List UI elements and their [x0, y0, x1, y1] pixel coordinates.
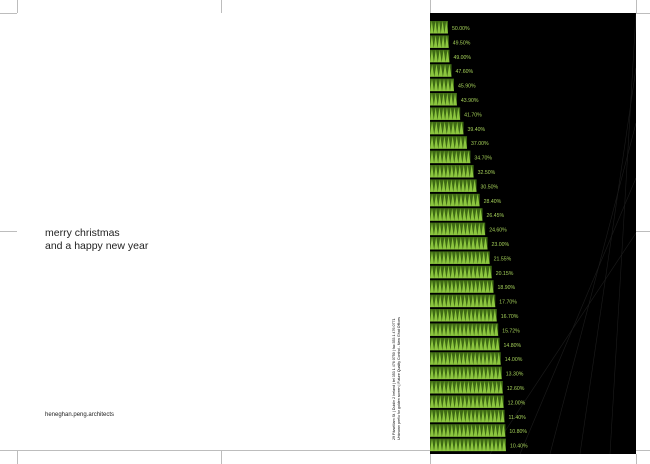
greeting-line-2: and a happy new year [45, 240, 149, 252]
tree-bar-label: 24.60% [489, 227, 507, 234]
tree-bar-1 [430, 35, 449, 48]
tree-bar-4 [430, 79, 454, 92]
tree-bar-label: 17.70% [499, 299, 517, 306]
guide-line [520, 178, 636, 454]
tree-needles [430, 323, 498, 336]
greeting-line-1: merry christmas [45, 227, 120, 239]
tree-bar-26 [430, 395, 504, 408]
crop-mark-right-mid [636, 231, 650, 232]
tree-needles [430, 338, 500, 351]
tree-bar-label: 21.55% [493, 256, 512, 263]
tree-bar-label: 14.00% [504, 357, 523, 364]
tree-bar-21 [430, 323, 498, 336]
tree-bar-6 [430, 107, 460, 120]
tree-bar-29 [430, 439, 506, 452]
tree-bar-5 [430, 93, 457, 106]
tree-bar-label: 39.40% [467, 126, 486, 133]
crop-mark-bottom-fold [430, 454, 431, 464]
tree-bar-3 [430, 64, 452, 77]
tree-bar-label: 16.70% [500, 314, 519, 320]
tree-bar-label: 13.30% [505, 371, 524, 378]
tree-bar-label: 49.50% [452, 40, 471, 47]
tree-bar-label: 18.90% [497, 285, 516, 292]
crop-mark-top-fold [430, 0, 431, 13]
crop-mark-bottom-mid [221, 450, 222, 464]
tree-bar-label: 43.90% [460, 98, 479, 104]
tree-bar-label: 28.40% [483, 198, 502, 205]
crop-mark-bottom-right [636, 454, 637, 464]
tree-bar-8 [430, 136, 467, 149]
tree-chart [430, 13, 636, 454]
tree-bar-23 [430, 352, 501, 365]
tree-bar-label: 50.00% [452, 26, 470, 32]
spine-line-2: Unknown prefix for golden screen | Future Quality Control - New Ghat Offices [397, 317, 401, 440]
tree-bar-label: 20.15% [495, 270, 514, 277]
tree-bar-label: 11.40% [508, 414, 526, 421]
tree-bar-label: 41.70% [464, 112, 482, 119]
tree-bar-label: 10.80% [509, 429, 528, 436]
crop-mark-top-left [17, 0, 18, 13]
tree-bar-9 [430, 151, 470, 164]
tree-bar-7 [430, 122, 464, 135]
tree-bar-10 [430, 165, 474, 178]
tree-bar-label: 34.70% [474, 155, 493, 162]
tree-bar-25 [430, 381, 503, 394]
crop-mark-left-top [0, 13, 17, 14]
crop-mark-right-top [636, 13, 650, 14]
tree-bar-17 [430, 266, 492, 279]
tree-chart-panel [430, 13, 636, 454]
spine-line-1: 29 Fitzwilliam St. | Dublin 2 Ireland | tel 353 1 476 0750 | fax 353 1 476 0771 [392, 318, 396, 440]
tree-bar-label: 45.90% [458, 83, 476, 90]
guide-line [580, 68, 636, 454]
guide-line [550, 123, 636, 454]
tree-bar-label: 12.60% [506, 386, 525, 392]
crop-mark-left-bottom [0, 450, 17, 451]
tree-bar-27 [430, 410, 505, 423]
tree-bar-20 [430, 309, 497, 322]
tree-bar-label: 14.80% [503, 342, 522, 349]
tree-bar-2 [430, 50, 449, 63]
spine-text [392, 317, 402, 440]
crop-mark-top-right [636, 0, 637, 13]
tree-bar-0 [430, 21, 448, 34]
tree-bar-11 [430, 179, 477, 192]
tree-bar-label: 30.50% [480, 184, 499, 191]
tree-bar-18 [430, 280, 494, 293]
guide-line [610, 13, 636, 454]
crop-mark-top-mid [221, 0, 222, 13]
crop-mark-right-bottom [636, 450, 650, 451]
tree-bar-label: 12.00% [507, 400, 526, 407]
tree-bar-24 [430, 367, 502, 380]
tree-needles [430, 309, 497, 322]
tree-bar-label: 32.50% [477, 170, 496, 176]
crop-line-bottom [17, 450, 430, 451]
tree-bar-19 [430, 295, 495, 308]
crop-mark-bottom-left [17, 450, 18, 464]
tree-bar-22 [430, 338, 500, 351]
tree-bar-label: 37.00% [471, 141, 489, 148]
tree-bar-label: 23.00% [491, 242, 510, 248]
tree-bar-14 [430, 223, 485, 236]
tree-bar-15 [430, 237, 488, 250]
tree-bar-28 [430, 424, 505, 437]
tree-bar-12 [430, 194, 480, 207]
tree-bar-13 [430, 208, 482, 221]
crop-mark-left-mid [0, 231, 17, 232]
tree-bar-label: 49.00% [453, 54, 472, 61]
tree-bar-label: 26.45% [486, 213, 505, 220]
greeting [45, 227, 148, 253]
tree-bar-16 [430, 251, 490, 264]
tree-bar-label: 47.60% [455, 69, 474, 76]
tree-bar-label: 15.72% [502, 328, 520, 335]
tree-bar-label: 10.40% [510, 443, 528, 450]
studio-name: heneghan.peng.architects [45, 412, 115, 418]
